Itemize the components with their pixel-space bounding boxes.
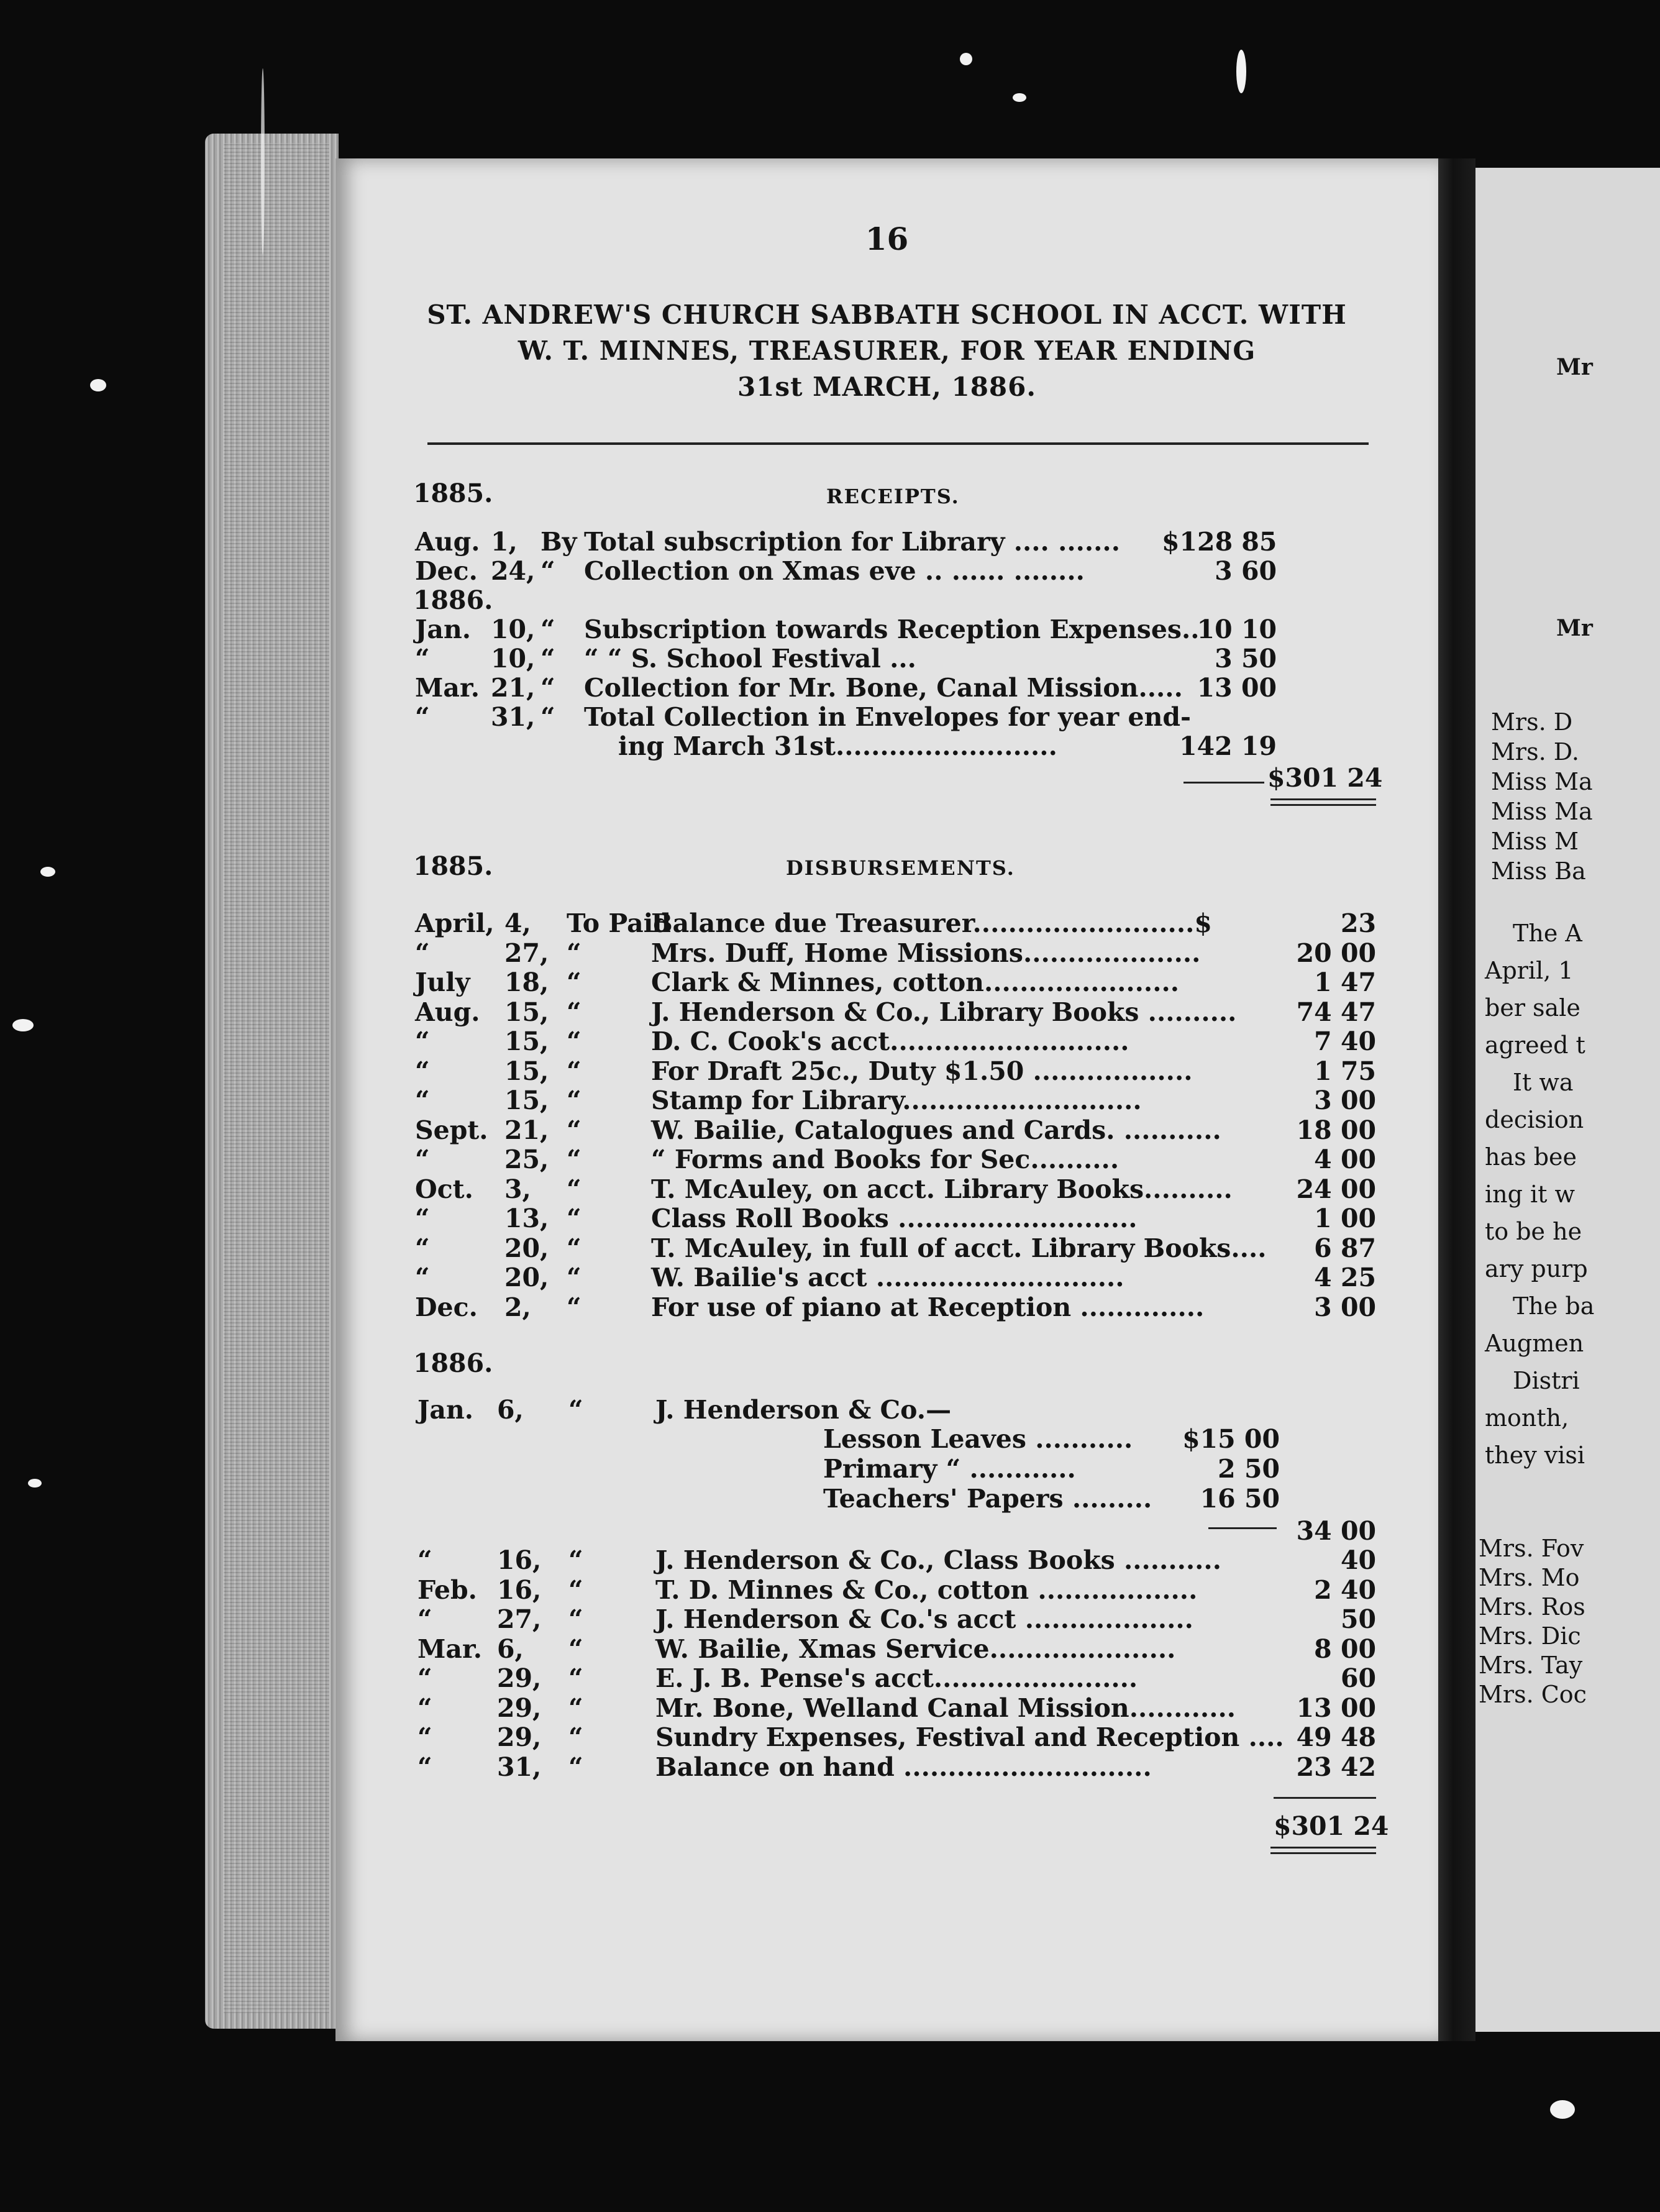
disbursement-month: “ — [415, 1026, 430, 1056]
right-page-fragment: The A — [1513, 920, 1582, 947]
disbursement-description: For Draft 25c., Duty $1.50 .................. — [651, 1056, 1193, 1086]
disbursement-to: “ — [568, 1663, 583, 1693]
receipt-day: 10, — [491, 615, 536, 644]
receipt-amount: 3 50 — [1215, 644, 1277, 674]
disbursement-amount: 4 00 — [1314, 1145, 1376, 1174]
disbursement-day: 13, — [504, 1204, 549, 1233]
disbursement-description: E. J. B. Pense's acct....................... — [655, 1663, 1138, 1693]
dust-speck — [1013, 93, 1026, 102]
right-page-fragment: to be he — [1485, 1218, 1582, 1245]
disbursement-amount: 23 42 — [1296, 1752, 1376, 1782]
disbursement-month: “ — [417, 1663, 432, 1693]
right-page-fragment: Mr — [1556, 615, 1593, 641]
right-page-fragment: has bee — [1485, 1143, 1577, 1171]
receipt-description: Subscription towards Reception Expenses.. — [584, 615, 1200, 644]
title-line-2: W. T. MINNES, TREASURER, FOR YEAR ENDING — [518, 336, 1256, 366]
disbursements-total: $301 24 — [1274, 1811, 1389, 1841]
right-page-fragment: Miss Ba — [1491, 857, 1586, 885]
disbursement-description: Balance on hand ............................ — [655, 1752, 1152, 1782]
disbursement-month: Feb. — [417, 1574, 477, 1605]
right-page-fragment: Miss Ma — [1491, 798, 1593, 825]
disbursement-amount: 8 00 — [1314, 1634, 1376, 1664]
disbursement-month: April, — [415, 908, 495, 938]
receipt-by: By — [540, 527, 577, 557]
disbursement-description: Mr. Bone, Welland Canal Mission............ — [655, 1693, 1236, 1723]
dust-speck — [90, 379, 106, 391]
disbursement-description: Clark & Minnes, cotton...................... — [651, 967, 1180, 997]
receipt-day: 31, — [491, 702, 536, 732]
disbursement-month: “ — [417, 1722, 432, 1752]
receipts-total-double-rule — [1270, 798, 1376, 806]
disbursement-description: For use of piano at Reception .............. — [651, 1292, 1205, 1322]
receipts-sum-line — [1183, 782, 1264, 784]
receipt-day: 21, — [491, 673, 536, 703]
right-page-fragment: Mrs. Dic — [1479, 1622, 1581, 1650]
sub-item-label: Lesson Leaves ........... — [823, 1424, 1133, 1454]
right-page-fragment: Miss M — [1491, 828, 1579, 855]
receipt-amount: $128 85 — [1162, 527, 1277, 557]
right-page-fragment: decision — [1485, 1106, 1584, 1133]
disbursement-amount: 18 00 — [1296, 1115, 1376, 1145]
disbursement-month: “ — [417, 1545, 432, 1575]
right-page-fragment: Mrs. D — [1491, 708, 1573, 736]
right-page-fragment: Mrs. D. — [1491, 738, 1579, 766]
disbursement-description: “ Forms and Books for Sec.......... — [651, 1145, 1120, 1174]
receipt-month: “ — [415, 644, 430, 674]
disbursement-description: Balance due Treasurer.........................$ — [651, 908, 1212, 938]
disbursement-day: 27, — [504, 938, 549, 968]
receipt-month: Mar. — [415, 673, 480, 703]
disbursement-description: W. Bailie, Catalogues and Cards. ........... — [651, 1115, 1221, 1145]
receipts-year-1886: 1886. — [413, 585, 493, 615]
disbursement-amount: 1 75 — [1314, 1056, 1376, 1086]
receipt-month: Aug. — [415, 527, 480, 557]
right-page-fragment: month, — [1485, 1404, 1569, 1432]
disbursement-amount: 50 — [1340, 1604, 1376, 1634]
right-page-fragment: Mr — [1556, 354, 1593, 380]
disbursement-to: “ — [567, 1263, 581, 1292]
disbursement-to: “ — [568, 1574, 583, 1605]
disbursement-amount: 23 — [1340, 908, 1376, 938]
disbursement-amount: 4 25 — [1314, 1263, 1376, 1292]
disbursement-day: 15, — [504, 1085, 549, 1115]
dust-speck — [1236, 50, 1246, 93]
disbursement-day: 31, — [497, 1752, 542, 1782]
disbursement-to: “ — [568, 1722, 583, 1752]
disbursement-day: 15, — [504, 1026, 549, 1056]
receipt-month: Dec. — [415, 556, 478, 586]
title-line-3: 31st MARCH, 1886. — [737, 372, 1036, 402]
receipts-heading: RECEIPTS. — [826, 485, 960, 508]
receipt-amount: 13 00 — [1197, 673, 1277, 703]
disbursement-amount: 1 47 — [1314, 967, 1376, 997]
disbursement-description: T. D. Minnes & Co., cotton .................. — [655, 1574, 1198, 1605]
disbursement-amount: 60 — [1340, 1663, 1376, 1693]
disbursement-description: J. Henderson & Co., Class Books ........... — [655, 1545, 1221, 1575]
disbursement-month: “ — [415, 1056, 430, 1086]
receipt-by: “ — [540, 673, 555, 703]
disbursement-to: “ — [567, 1292, 581, 1322]
receipt-month: Jan. — [415, 615, 472, 644]
sub-item-label: Primary “ ............ — [823, 1454, 1076, 1484]
disbursement-to: “ — [568, 1752, 583, 1782]
right-page-fragment: they visi — [1485, 1442, 1585, 1469]
disbursement-day: 29, — [497, 1722, 542, 1752]
receipt-by: “ — [540, 615, 555, 644]
disbursement-to: “ — [567, 1204, 581, 1233]
receipt-amount: 10 10 — [1197, 615, 1277, 644]
disbursements-heading: DISBURSEMENTS. — [786, 856, 1015, 880]
disbursement-day: 21, — [504, 1115, 549, 1145]
disbursements-total-double-rule — [1270, 1847, 1376, 1854]
disbursement-to: “ — [567, 1115, 581, 1145]
sub-total: 34 00 — [1296, 1516, 1376, 1546]
right-page-fragment: April, 1 — [1485, 957, 1574, 984]
disbursement-description: T. McAuley, on acct. Library Books.......... — [651, 1174, 1233, 1204]
dust-speck — [40, 867, 55, 877]
disbursement-to: “ — [568, 1634, 583, 1664]
disbursement-description: T. McAuley, in full of acct. Library Books.... — [651, 1233, 1267, 1263]
disbursements-year: 1885. — [413, 851, 493, 881]
disbursement-amount: 1 00 — [1314, 1204, 1376, 1233]
disbursement-description: D. C. Cook's acct........................... — [651, 1026, 1129, 1056]
dust-speck — [1550, 2100, 1575, 2119]
right-page-fragment: ber sale — [1485, 994, 1580, 1021]
disbursement-amount: 13 00 — [1296, 1693, 1376, 1723]
receipt-description: Total subscription for Library .... ....... — [584, 527, 1120, 557]
receipt-description: “ “ S. School Festival ... — [584, 644, 916, 674]
receipt-month: “ — [415, 702, 430, 732]
receipt-day: 1, — [491, 527, 518, 557]
sub-item-label: Teachers' Papers ......... — [823, 1484, 1152, 1514]
receipts-total: $301 24 — [1267, 763, 1383, 793]
disbursement-description: Class Roll Books ........................... — [651, 1204, 1138, 1233]
disbursement-to: “ — [567, 938, 581, 968]
disbursement-day: 16, — [497, 1545, 542, 1575]
disbursement-amount: 3 00 — [1314, 1292, 1376, 1322]
disbursement-day: 20, — [504, 1233, 549, 1263]
receipt-amount: 3 60 — [1215, 556, 1277, 586]
disbursements-year-1886: 1886. — [413, 1348, 493, 1378]
disbursement-month: Aug. — [415, 997, 480, 1027]
receipt-description: Collection for Mr. Bone, Canal Mission..... — [584, 673, 1183, 703]
disbursement-to: “ — [567, 967, 581, 997]
disbursement-day: 6, — [497, 1634, 524, 1664]
disbursement-day: 29, — [497, 1693, 542, 1723]
disbursement-description: J. Henderson & Co., Library Books .......... — [651, 997, 1237, 1027]
receipt-description: Total Collection in Envelopes for year end- — [584, 702, 1192, 732]
right-page-fragment: Mrs. Coc — [1479, 1681, 1587, 1708]
disbursement-to: “ — [567, 1056, 581, 1086]
disbursement-month: “ — [415, 1204, 430, 1233]
title-rule — [427, 442, 1369, 445]
disbursement-to: To Paid — [567, 908, 671, 938]
disbursement-description: W. Bailie's acct ............................ — [651, 1263, 1124, 1292]
disbursement-day: 15, — [504, 1056, 549, 1086]
disbursement-amount: 74 47 — [1296, 997, 1376, 1027]
dust-speck — [28, 1479, 42, 1488]
page-number: 16 — [865, 221, 909, 257]
receipt-by: “ — [540, 702, 555, 732]
page-title — [335, 297, 1438, 405]
right-page-fragment: Mrs. Ros — [1479, 1593, 1585, 1620]
disbursement-to: “ — [568, 1545, 583, 1575]
disbursement-day: 15, — [504, 997, 549, 1027]
disbursement-day: 2, — [504, 1292, 531, 1322]
disbursement-day: 29, — [497, 1663, 542, 1693]
disbursements-sum-line — [1274, 1797, 1376, 1799]
jan6-day: 6, — [497, 1395, 524, 1425]
right-page-fragment: It wa — [1513, 1069, 1574, 1096]
disbursement-to: “ — [567, 1145, 581, 1174]
disbursement-description: J. Henderson & Co.'s acct ................... — [655, 1604, 1193, 1634]
dust-speck — [12, 1019, 34, 1031]
disbursement-day: 18, — [504, 967, 549, 997]
disbursement-to: “ — [567, 1026, 581, 1056]
disbursement-description: Mrs. Duff, Home Missions.................... — [651, 938, 1201, 968]
disbursement-amount: 2 40 — [1314, 1574, 1376, 1605]
disbursement-to: “ — [568, 1604, 583, 1634]
disbursement-amount: 24 00 — [1296, 1174, 1376, 1204]
disbursement-amount: 49 48 — [1296, 1722, 1376, 1752]
disbursement-month: “ — [417, 1604, 432, 1634]
receipt-day: 24, — [491, 556, 536, 586]
disbursement-month: Oct. — [415, 1174, 473, 1204]
right-page — [1475, 168, 1660, 2032]
disbursement-to: “ — [567, 1085, 581, 1115]
disbursement-day: 16, — [497, 1574, 542, 1605]
disbursement-day: 27, — [497, 1604, 542, 1634]
book-page-edges-texture — [224, 143, 329, 2013]
sub-item-amount: 16 50 — [1200, 1484, 1280, 1514]
disbursement-to: “ — [568, 1693, 583, 1723]
receipt-amount: 142 19 — [1179, 731, 1277, 761]
receipt-by: “ — [540, 644, 555, 674]
disbursement-day: 25, — [504, 1145, 549, 1174]
disbursement-description: Sundry Expenses, Festival and Reception .... — [655, 1722, 1284, 1752]
disbursement-amount: 7 40 — [1314, 1026, 1376, 1056]
disbursement-month: “ — [415, 938, 430, 968]
receipts-year: 1885. — [413, 478, 493, 508]
disbursement-to: “ — [567, 1174, 581, 1204]
title-line-1: ST. ANDREW'S CHURCH SABBATH SCHOOL IN ACCT. WITH — [427, 299, 1347, 330]
sub-item-amount: $15 00 — [1182, 1424, 1280, 1454]
book-gutter — [1438, 158, 1475, 2041]
receipt-day: 10, — [491, 644, 536, 674]
right-page-fragment: agreed t — [1485, 1031, 1585, 1059]
disbursement-month: Mar. — [417, 1634, 483, 1664]
right-page-fragment: Augmen — [1485, 1330, 1584, 1357]
disbursement-month: “ — [415, 1233, 430, 1263]
right-page-fragment: The ba — [1513, 1292, 1595, 1320]
right-page-fragment: Distri — [1513, 1367, 1580, 1394]
receipt-description: Collection on Xmas eve .. ...... ........ — [584, 556, 1085, 586]
disbursement-month: “ — [415, 1085, 430, 1115]
disbursement-to: “ — [567, 1233, 581, 1263]
disbursement-description: W. Bailie, Xmas Service..................... — [655, 1634, 1176, 1664]
disbursement-amount: 20 00 — [1296, 938, 1376, 968]
right-page-fragment: ing it w — [1485, 1181, 1576, 1208]
disbursement-day: 4, — [504, 908, 531, 938]
jan6-to: “ — [568, 1395, 583, 1425]
right-page-fragment: ary purp — [1485, 1255, 1588, 1282]
disbursement-month: “ — [417, 1752, 432, 1782]
right-page-fragment: Mrs. Mo — [1479, 1564, 1580, 1591]
disbursement-month: “ — [415, 1145, 430, 1174]
disbursement-month: Sept. — [415, 1115, 488, 1145]
disbursement-amount: 6 87 — [1314, 1233, 1376, 1263]
right-page-fragment: Mrs. Tay — [1479, 1652, 1583, 1679]
receipt-description: ing March 31st......................... — [618, 731, 1057, 761]
disbursement-amount: 40 — [1340, 1545, 1376, 1575]
right-page-fragment: Miss Ma — [1491, 768, 1593, 795]
sub-sum-line — [1208, 1527, 1277, 1529]
disbursement-description: Stamp for Library........................... — [651, 1085, 1142, 1115]
disbursement-month: Dec. — [415, 1292, 478, 1322]
jan6-desc: J. Henderson & Co.— — [655, 1395, 952, 1425]
sub-item-amount: 2 50 — [1218, 1454, 1280, 1484]
dust-speck — [261, 68, 265, 255]
disbursement-month: “ — [417, 1693, 432, 1723]
disbursement-to: “ — [567, 997, 581, 1027]
right-page-fragment: Mrs. Fov — [1479, 1535, 1584, 1562]
disbursement-month: “ — [415, 1263, 430, 1292]
disbursement-month: July — [415, 967, 470, 997]
disbursement-day: 3, — [504, 1174, 531, 1204]
disbursement-amount: 3 00 — [1314, 1085, 1376, 1115]
receipt-by: “ — [540, 556, 555, 586]
dust-speck — [960, 53, 972, 65]
disbursement-day: 20, — [504, 1263, 549, 1292]
jan6-month: Jan. — [417, 1395, 474, 1425]
